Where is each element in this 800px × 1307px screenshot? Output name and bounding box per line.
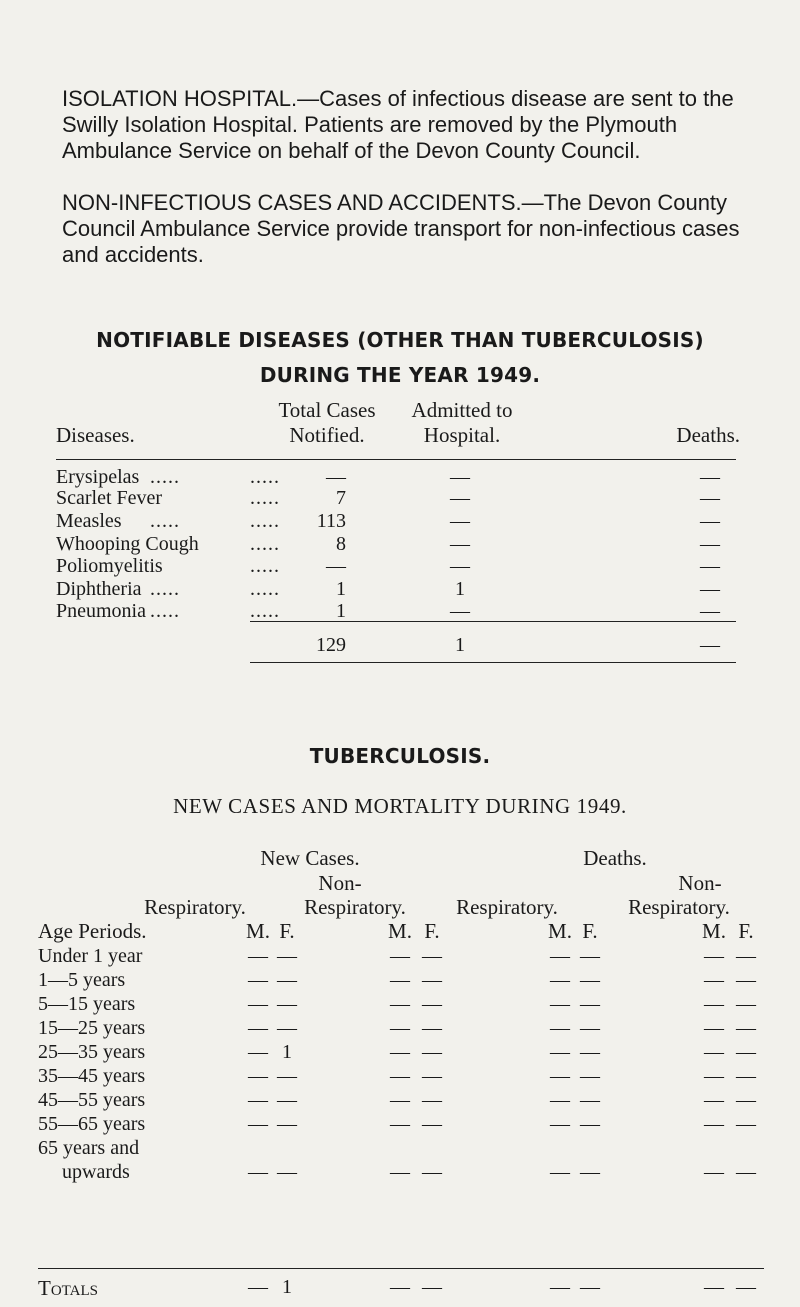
tb-header-resp-1: Respiratory. (144, 895, 246, 919)
header-m: M. (548, 919, 572, 943)
tb-cell: — (736, 1089, 756, 1111)
leader-dots: ..... (150, 510, 180, 532)
disease-name: Whooping Cough (56, 533, 199, 555)
leader-dots: ..... (150, 578, 180, 600)
header-admitted-line1: Admitted to (411, 398, 513, 422)
totals-bottom-rule (250, 662, 736, 663)
tb-cell: — (550, 1017, 570, 1039)
tb-cell: — (277, 1065, 297, 1087)
cell-deaths: — (700, 600, 720, 622)
age-period-label: 35—45 years (38, 1065, 146, 1087)
cell-notified: 7 (336, 487, 346, 509)
tb-totals-rule (38, 1268, 764, 1269)
disease-name: Scarlet Fever (56, 487, 163, 509)
tb-cell: — (422, 1065, 442, 1087)
tb-cell: — (390, 969, 410, 991)
cell-admitted: 1 (455, 578, 465, 600)
tb-cell: — (390, 1065, 410, 1087)
tb-totals-label: Totals (38, 1276, 98, 1300)
total-admitted: 1 (455, 634, 465, 656)
disease-name: Erysipelas (56, 466, 140, 488)
noninfectious-paragraph: NON-INFECTIOUS CASES AND ACCIDENTS.—The Devon County Council Ambulance Service provide transport for non-infectious cases and accidents. (62, 190, 740, 267)
tb-cell: — (704, 993, 724, 1015)
cell-notified: 113 (316, 510, 346, 532)
tb-cell: — (277, 1017, 297, 1039)
tb-total-cell: — (550, 1276, 570, 1298)
tb-cell: 1 (282, 1041, 292, 1063)
tb-cell: — (580, 1017, 600, 1039)
cell-admitted: — (450, 555, 470, 577)
tb-cell: — (248, 969, 268, 991)
disease-name: Measles (56, 510, 122, 532)
tb-cell: — (550, 1065, 570, 1087)
tb-cell: — (248, 1089, 268, 1111)
tb-cell: — (736, 1161, 756, 1183)
tb-cell: — (248, 1017, 268, 1039)
tb-cell: — (580, 993, 600, 1015)
tb-cell: — (390, 1113, 410, 1135)
header-total-line1: Total Cases (278, 398, 376, 422)
tb-total-cell: 1 (282, 1276, 292, 1298)
tb-cell: — (736, 969, 756, 991)
table-top-rule (56, 459, 736, 460)
tb-header-age-periods: Age Periods. (38, 919, 147, 943)
tb-cell: — (422, 1161, 442, 1183)
age-period-label: 45—55 years (38, 1089, 146, 1111)
tb-header-resp-3: Respiratory. (456, 895, 558, 919)
cell-deaths: — (700, 510, 720, 532)
leader-dots: ..... (250, 533, 280, 555)
tb-header-resp-2: Respiratory. (304, 895, 406, 919)
tb-header-new-cases: New Cases. (260, 846, 360, 870)
cell-admitted: — (450, 510, 470, 532)
tb-cell: — (248, 945, 268, 967)
cell-deaths: — (700, 555, 720, 577)
tb-cell: — (736, 945, 756, 967)
tb-cell: — (277, 969, 297, 991)
tb-cell: — (550, 1089, 570, 1111)
tb-cell: — (422, 1089, 442, 1111)
tb-cell: — (550, 993, 570, 1015)
tb-cell: — (736, 1041, 756, 1063)
header-f: F. (279, 919, 295, 943)
tb-total-cell: — (704, 1276, 724, 1298)
disease-name: Poliomyelitis (56, 555, 163, 577)
tb-total-cell: — (248, 1276, 268, 1298)
leader-dots: ..... (250, 487, 280, 509)
tb-cell: — (277, 1089, 297, 1111)
leader-dots: ..... (250, 600, 280, 622)
tb-total-cell: — (422, 1276, 442, 1298)
tb-cell: — (550, 1041, 570, 1063)
tb-cell: — (422, 1113, 442, 1135)
leader-dots: ..... (250, 466, 280, 488)
header-m: M. (702, 919, 726, 943)
tb-cell: — (248, 993, 268, 1015)
age-period-label: Under 1 year (38, 945, 143, 967)
header-f: F. (582, 919, 598, 943)
tb-cell: — (704, 1017, 724, 1039)
totals-top-rule (250, 621, 736, 622)
cell-deaths: — (700, 487, 720, 509)
cell-notified: 1 (336, 600, 346, 622)
tb-cell: — (277, 993, 297, 1015)
cell-admitted: — (450, 600, 470, 622)
tb-cell: — (422, 993, 442, 1015)
total-notified: 129 (316, 634, 346, 656)
header-f: F. (738, 919, 754, 943)
tb-total-cell: — (580, 1276, 600, 1298)
age-period-label: 65 years and (38, 1137, 140, 1159)
disease-name: Pneumonia (56, 600, 146, 622)
tb-cell: — (390, 1017, 410, 1039)
disease-name: Diphtheria (56, 578, 142, 600)
tb-cell: — (422, 969, 442, 991)
cell-notified: — (326, 555, 346, 577)
tb-cell: — (580, 1041, 600, 1063)
tb-header-non-2: Non- (678, 871, 722, 895)
tb-header-non-1: Non- (318, 871, 362, 895)
tb-cell: — (736, 1017, 756, 1039)
tb-cell: — (390, 945, 410, 967)
leader-dots: ..... (150, 466, 180, 488)
cell-notified: 8 (336, 533, 346, 555)
tb-cell: — (550, 969, 570, 991)
tb-cell: — (550, 1113, 570, 1135)
tb-cell: — (580, 945, 600, 967)
tb-subtitle: NEW CASES AND MORTALITY DURING 1949. (173, 794, 627, 818)
header-diseases: Diseases. (56, 423, 135, 447)
header-f: F. (424, 919, 440, 943)
tb-total-cell: — (390, 1276, 410, 1298)
tb-cell: — (277, 945, 297, 967)
age-period-label: 1—5 years (38, 969, 126, 991)
age-period-label: 5—15 years (38, 993, 136, 1015)
tb-cell: — (580, 1089, 600, 1111)
tb-cell: — (248, 1161, 268, 1183)
tb-cell: — (248, 1041, 268, 1063)
total-deaths: — (700, 634, 720, 656)
cell-notified: — (326, 466, 346, 488)
leader-dots: ..... (250, 510, 280, 532)
tb-cell: — (390, 1089, 410, 1111)
tb-cell: — (580, 1065, 600, 1087)
tb-cell: — (277, 1113, 297, 1135)
notifiable-title-line2: DURING THE YEAR 1949. (259, 363, 541, 387)
age-period-label: 15—25 years (38, 1017, 146, 1039)
tb-cell: — (277, 1161, 297, 1183)
notifiable-title-line1: NOTIFIABLE DISEASES (OTHER THAN TUBERCULOSIS) (96, 328, 704, 352)
tb-header-resp-4: Respiratory. (628, 895, 730, 919)
tb-cell: — (736, 1113, 756, 1135)
leader-dots: ..... (250, 555, 280, 577)
tb-cell: — (704, 1065, 724, 1087)
leader-dots: ..... (250, 578, 280, 600)
tb-cell: — (736, 1065, 756, 1087)
header-m: M. (246, 919, 270, 943)
tb-cell: — (248, 1113, 268, 1135)
tb-cell: — (390, 1161, 410, 1183)
tb-cell: — (422, 1041, 442, 1063)
cell-deaths: — (700, 578, 720, 600)
tb-cell: — (248, 1065, 268, 1087)
tb-cell: — (704, 1089, 724, 1111)
cell-admitted: — (450, 466, 470, 488)
cell-admitted: — (450, 487, 470, 509)
tb-cell: — (550, 1161, 570, 1183)
header-deaths: Deaths. (676, 423, 740, 447)
tb-title: TUBERCULOSIS. (309, 744, 491, 768)
isolation-paragraph: ISOLATION HOSPITAL.—Cases of infectious disease are sent to the Swilly Isolation Hospital. Patients are removed by the Plymouth Ambulance Service on behalf of the Devon County Council. (62, 86, 734, 163)
age-period-label: 55—65 years (38, 1113, 146, 1135)
cell-admitted: — (450, 533, 470, 555)
cell-notified: 1 (336, 578, 346, 600)
cell-deaths: — (700, 466, 720, 488)
tb-cell: — (580, 1113, 600, 1135)
tb-cell: — (422, 1017, 442, 1039)
leader-dots: ..... (150, 600, 180, 622)
tb-cell: — (422, 945, 442, 967)
tb-header-deaths: Deaths. (583, 846, 647, 870)
header-m: M. (388, 919, 412, 943)
header-admitted-line2: Hospital. (423, 423, 501, 447)
tb-cell: — (390, 993, 410, 1015)
tb-cell: — (704, 945, 724, 967)
tb-cell: — (704, 1113, 724, 1135)
tb-cell: — (580, 1161, 600, 1183)
tb-cell: — (704, 1161, 724, 1183)
tb-cell: — (390, 1041, 410, 1063)
tb-cell: — (580, 969, 600, 991)
tb-cell: — (704, 969, 724, 991)
age-period-label-cont: upwards (62, 1161, 130, 1183)
tb-total-cell: — (736, 1276, 756, 1298)
header-total-line2: Notified. (289, 423, 365, 447)
tb-cell: — (550, 945, 570, 967)
age-period-label: 25—35 years (38, 1041, 146, 1063)
cell-deaths: — (700, 533, 720, 555)
tb-cell: — (704, 1041, 724, 1063)
tb-cell: — (736, 993, 756, 1015)
